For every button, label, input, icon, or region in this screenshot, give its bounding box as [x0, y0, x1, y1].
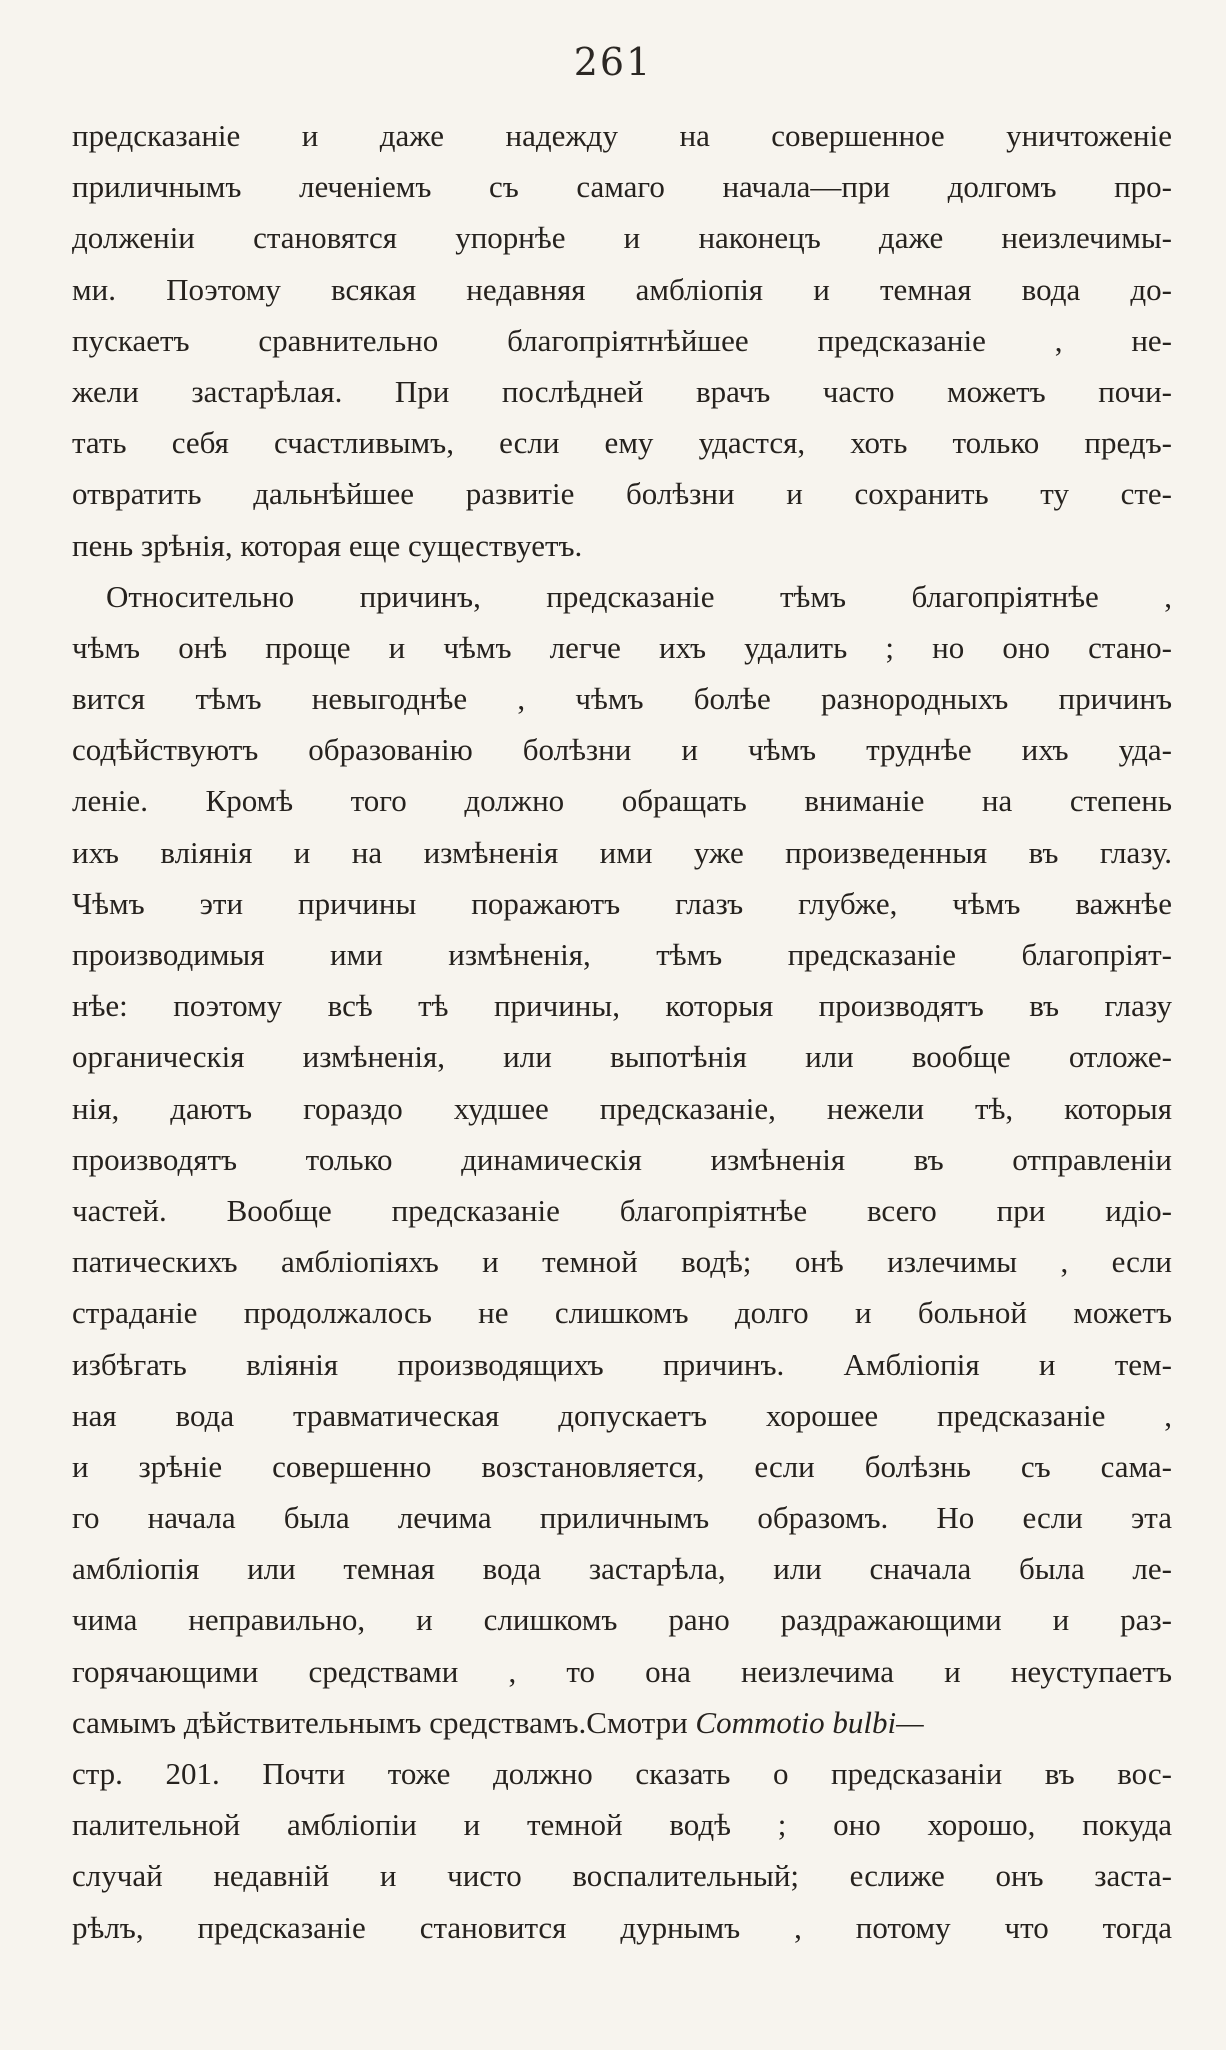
text-line: горячающими средствами , то она неизлечима и неуступаетъ — [72, 1653, 1172, 1689]
text-line: Чѣмъ эти причины поражаютъ глазъ глубже, чѣмъ важнѣе — [72, 885, 1172, 921]
text-line: и зрѣніе совершенно возстановляется, если болѣзнь съ сама- — [72, 1448, 1172, 1484]
text-line: нія, даютъ гораздо худшее предсказаніе, нежели тѣ, которыя — [72, 1090, 1172, 1126]
text-line: страданіе продолжалось не слишкомъ долго и больной можетъ — [72, 1295, 1172, 1331]
text-line: леніе. Кромѣ того должно обращать вниманіе на степень — [72, 783, 1172, 819]
text-line: частей. Вообще предсказаніе благопріятнѣе всего при идіо- — [72, 1192, 1172, 1228]
text-line: чима неправильно, и слишкомъ рано раздражающими и раз- — [72, 1602, 1172, 1638]
text-line: ихъ вліянія и на измѣненія ими уже произведенныя въ глазу. — [72, 834, 1172, 870]
text-line: ми. Поэтому всякая недавняя амбліопія и темная вода до- — [72, 271, 1172, 307]
text-line: избѣгать вліянія производящихъ причинъ. Амбліопія и тем- — [72, 1346, 1172, 1382]
text-line: приличнымъ леченіемъ съ самаго начала—при долгомъ про- — [72, 169, 1172, 205]
page-number: 261 — [573, 40, 653, 84]
text-line: пень зрѣнія, которая еще существуетъ. — [72, 527, 583, 563]
text-line: стр. 201. Почти тоже должно сказать о предсказаніи въ вос- — [72, 1756, 1172, 1791]
text-line: предсказаніе и даже надежду на совершенное уничтоженіе — [72, 118, 1172, 153]
text-line: нѣе: поэтому всѣ тѣ причины, которыя производятъ въ глазу — [72, 988, 1172, 1024]
text-line: жели застарѣлая. При послѣдней врачъ часто можетъ почи- — [72, 373, 1172, 409]
text-line: чѣмъ онѣ проще и чѣмъ легче ихъ удалить ; но оно стано- — [72, 629, 1172, 665]
text-line: производимыя ими измѣненія, тѣмъ предсказаніе благопріят- — [72, 937, 1172, 972]
text-line-with-reference — [72, 1697, 1172, 1748]
text-line: рѣлъ, предсказаніе становится дурнымъ , потому что тогда — [72, 1909, 1172, 1945]
text-line: случай недавній и чисто воспалительный; еслиже онъ заста- — [72, 1858, 1172, 1894]
text-line: содѣйствуютъ образованію болѣзни и чѣмъ труднѣе ихъ уда- — [72, 732, 1172, 768]
latin-reference: Commotio bulbi— — [695, 1704, 924, 1740]
text-line: Относительно причинъ, предсказаніе тѣмъ благопріятнѣе , — [106, 578, 1172, 614]
text-line: органическія измѣненія, или выпотѣнія или вообще отложе- — [72, 1039, 1172, 1075]
text-line: амбліопія или темная вода застарѣла, или сначала была ле- — [72, 1551, 1172, 1587]
text-line: патическихъ амбліопіяхъ и темной водѣ; онѣ излечимы , если — [72, 1244, 1172, 1280]
text-line: го начала была лечима приличнымъ образомъ. Но если эта — [72, 1500, 1172, 1536]
text-line: пускаетъ сравнительно благопріятнѣйшее предсказаніе , не- — [72, 322, 1172, 358]
text-line: производятъ только динамическія измѣненія въ отправленіи — [72, 1141, 1172, 1177]
text-line: долженіи становятся упорнѣе и наконецъ даже неизлечимы- — [72, 220, 1172, 256]
text-line: ная вода травматическая допускаетъ хорошее предсказаніе , — [72, 1397, 1172, 1433]
text-line-segment: самымъ дѣйствительнымъ средствамъ.Смотри — [72, 1704, 688, 1740]
body-text — [72, 110, 1172, 1953]
text-line: вится тѣмъ невыгоднѣе , чѣмъ болѣе разнородныхъ причинъ — [72, 681, 1172, 717]
text-line: тать себя счастливымъ, если ему удастся, хоть только предъ- — [72, 425, 1172, 461]
text-line: палительной амбліопіи и темной водѣ ; оно хорошо, покуда — [72, 1807, 1172, 1843]
text-line: отвратить дальнѣйшее развитіе болѣзни и сохранить ту сте- — [72, 476, 1172, 512]
